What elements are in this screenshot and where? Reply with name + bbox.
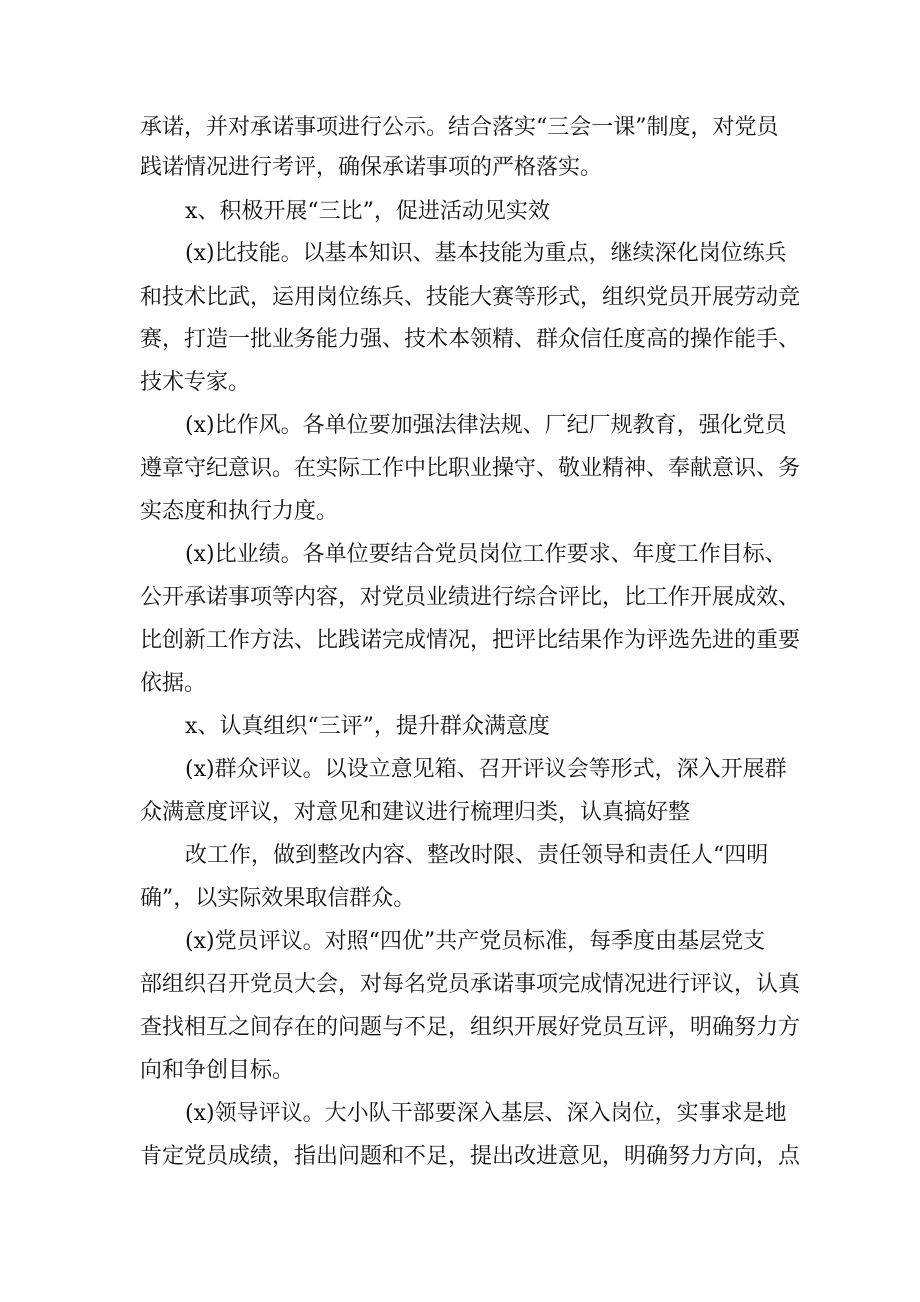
text-line: 改工作，做到整改内容、整改时限、责任领导和责任人“四明: [185, 843, 769, 868]
text-line: (x)领导评议。大小队干部要深入基层、深入岗位，实事求是地: [185, 1101, 787, 1126]
text-line: 承诺，并对承诺事项进行公示。结合落实“三会一课”制度，对党员: [140, 115, 779, 140]
text-line: 向和争创目标。: [140, 1058, 295, 1083]
text-line: (x)党员评议。对照“四优”共产党员标准，每季度由基层党支: [185, 929, 766, 954]
text-line: 赛，打造一批业务能力强、技术本领精、群众信任度高的操作能手、: [140, 327, 801, 352]
text-line: 践诺情况进行考评，确保承诺事项的严格落实。: [140, 155, 603, 180]
text-line: (x)群众评议。以设立意见箱、召开评议会等形式，深入开展群: [185, 757, 787, 782]
text-line: 确”，以实际效果取信群众。: [140, 886, 416, 911]
text-line: (x)比技能。以基本知识、基本技能为重点，继续深化岗位练兵: [185, 241, 787, 266]
text-line: (x)比业绩。各单位要结合党员岗位工作要求、年度工作目标、: [185, 542, 787, 567]
text-line: 和技术比武，运用岗位练兵、技能大赛等形式，组织党员开展劳动竞: [140, 285, 801, 310]
text-line: 实态度和执行力度。: [140, 499, 339, 524]
text-line: 部组织召开党员大会，对每名党员承诺事项完成情况进行评议，认真: [140, 972, 801, 997]
text-line: 公开承诺事项等内容，对党员业绩进行综合评比，比工作开展成效、: [140, 585, 801, 610]
text-line: 依据。: [140, 671, 207, 696]
text-line: 查找相互之间存在的问题与不足，组织开展好党员互评，明确努力方: [140, 1015, 801, 1040]
text-line: 肯定党员成绩，指出问题和不足，提出改进意见，明确努力方向，点: [140, 1144, 801, 1169]
text-line: 技术专家。: [140, 370, 251, 395]
text-line: 众满意度评议，对意见和建议进行梳理归类，认真搞好整: [140, 800, 691, 825]
text-line: 遵章守纪意识。在实际工作中比职业操守、敬业精神、奉献意识、务: [140, 456, 801, 481]
text-line: (x)比作风。各单位要加强法律法规、厂纪厂规教育，强化党员: [185, 413, 787, 438]
text-line: 比创新工作方法、比践诺完成情况，把评比结果作为评选先进的重要: [140, 628, 801, 653]
section-heading: x、认真组织“三评”，提升群众满意度: [185, 714, 550, 739]
section-heading: x、积极开展“三比”，促进活动见实效: [185, 199, 550, 224]
